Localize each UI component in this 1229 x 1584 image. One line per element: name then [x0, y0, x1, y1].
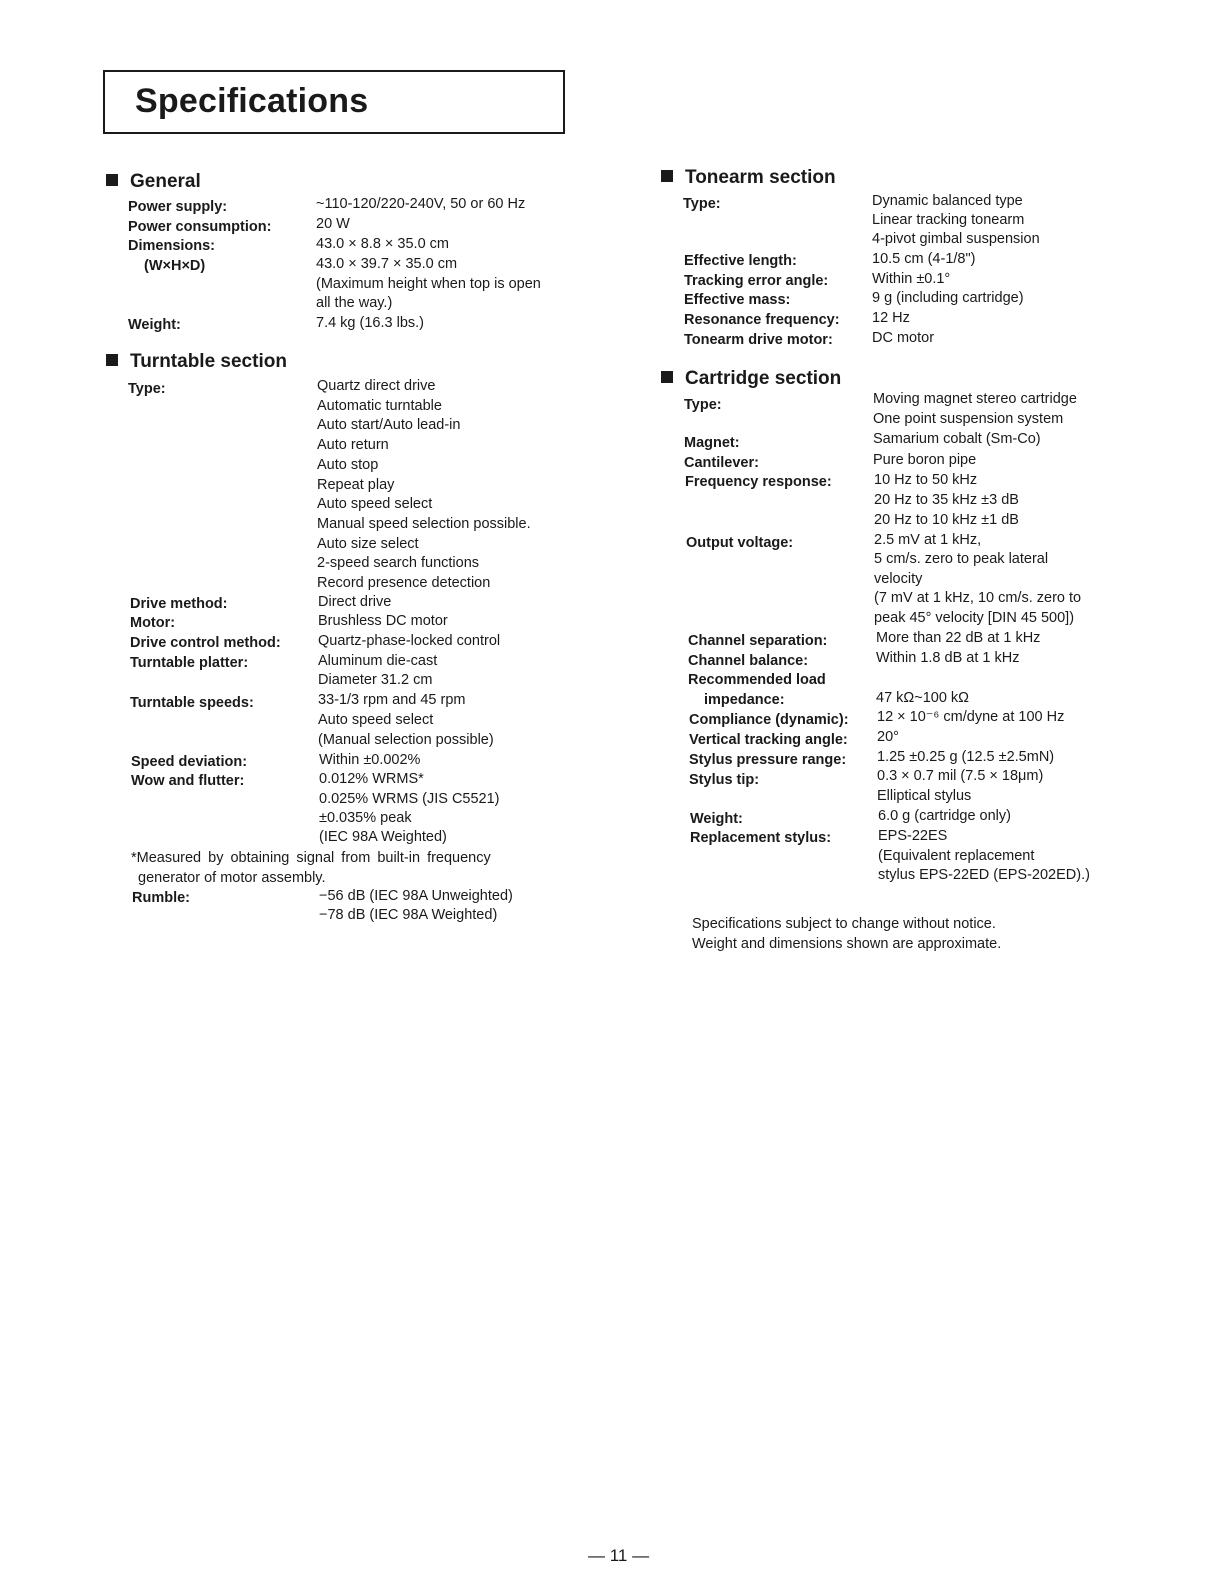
- section-general: General: [106, 171, 201, 193]
- value-stylus-pressure: 1.25 ±0.25 g (12.5 ±2.5mN): [877, 749, 1055, 765]
- label-power-consumption: Power consumption:: [128, 219, 272, 235]
- value-type-7: Auto speed select: [317, 496, 433, 512]
- label-channel-separation: Channel separation:: [688, 633, 828, 649]
- footnote-line-2: generator of motor assembly.: [138, 870, 326, 886]
- value-vertical-angle: 20°: [877, 729, 899, 745]
- section-turntable: Turntable section: [106, 351, 287, 373]
- label-power-supply: Power supply:: [128, 199, 228, 215]
- value-rumble-2: −78 dB (IEC 98A Weighted): [319, 907, 498, 923]
- label-tonearm-type: Type:: [683, 196, 721, 212]
- label-dimensions: Dimensions:: [128, 238, 216, 254]
- value-output-voltage-1: 2.5 mV at 1 kHz,: [874, 532, 982, 548]
- value-drive-motor: DC motor: [872, 330, 935, 346]
- value-tracking-error: Within ±0.1°: [872, 271, 951, 287]
- section-tonearm: Tonearm section: [661, 167, 836, 189]
- label-magnet: Magnet:: [684, 435, 740, 451]
- value-cartridge-weight: 6.0 g (cartridge only): [878, 808, 1011, 824]
- value-type-9: Auto size select: [317, 536, 419, 552]
- value-dimensions-1: 43.0 × 8.8 × 35.0 cm: [316, 236, 450, 252]
- value-power-supply: ~110-120/220-240V, 50 or 60 Hz: [316, 196, 526, 212]
- label-channel-balance: Channel balance:: [688, 653, 809, 669]
- label-tracking-error: Tracking error angle:: [684, 273, 829, 289]
- value-frequency-response-3: 20 Hz to 10 kHz ±1 dB: [874, 512, 1019, 528]
- value-stylus-tip-2: Elliptical stylus: [877, 788, 972, 804]
- page-number: — 11 —: [588, 1546, 650, 1565]
- label-effective-mass: Effective mass:: [684, 292, 791, 308]
- value-dimensions-3: (Maximum height when top is open: [316, 276, 541, 292]
- label-drive-method: Drive method:: [130, 596, 228, 612]
- value-frequency-response-2: 20 Hz to 35 kHz ±3 dB: [874, 492, 1019, 508]
- value-resonance: 12 Hz: [872, 310, 910, 326]
- value-speeds-2: Auto speed select: [318, 712, 434, 728]
- value-power-consumption: 20 W: [316, 216, 350, 232]
- label-cartridge-type: Type:: [684, 397, 722, 413]
- bullet-square-icon: [106, 174, 118, 186]
- value-type-4: Auto return: [317, 437, 389, 453]
- footnote-line-1: *Measured by obtaining signal from built-in frequency: [131, 850, 491, 866]
- value-compliance: 12 × 10⁻⁶ cm/dyne at 100 Hz: [877, 709, 1065, 725]
- label-vertical-angle: Vertical tracking angle:: [689, 732, 848, 748]
- value-drive-method: Direct drive: [318, 594, 392, 610]
- value-channel-balance: Within 1.8 dB at 1 kHz: [876, 650, 1020, 666]
- label-effective-length: Effective length:: [684, 253, 797, 269]
- label-load-impedance: Recommended load: [688, 672, 826, 688]
- value-rumble-1: −56 dB (IEC 98A Unweighted): [319, 888, 513, 904]
- value-magnet: Samarium cobalt (Sm-Co): [873, 431, 1041, 447]
- value-effective-mass: 9 g (including cartridge): [872, 290, 1024, 306]
- notice-line-1: Specifications subject to change without notice.: [692, 916, 996, 932]
- value-effective-length: 10.5 cm (4-1/8"): [872, 251, 976, 267]
- value-type-6: Repeat play: [317, 477, 395, 493]
- notice-line-2: Weight and dimensions shown are approximate.: [692, 936, 1002, 952]
- value-output-voltage-2: 5 cm/s. zero to peak lateral: [874, 551, 1049, 567]
- value-type-10: 2-speed search functions: [317, 555, 480, 571]
- value-type-11: Record presence detection: [317, 575, 491, 591]
- label-resonance: Resonance frequency:: [684, 312, 840, 328]
- label-platter: Turntable platter:: [130, 655, 249, 671]
- value-output-voltage-5: peak 45° velocity [DIN 45 500]): [874, 610, 1075, 626]
- value-stylus-tip-1: 0.3 × 0.7 mil (7.5 × 18μm): [877, 768, 1044, 784]
- value-output-voltage-4: (7 mV at 1 kHz, 10 cm/s. zero to: [874, 590, 1082, 606]
- value-wow-flutter-2: 0.025% WRMS (JIS C5521): [319, 791, 500, 807]
- value-type-3: Auto start/Auto lead-in: [317, 417, 461, 433]
- label-motor: Motor:: [130, 615, 176, 631]
- value-type-5: Auto stop: [317, 457, 379, 473]
- label-type: Type:: [128, 381, 166, 397]
- label-wow-flutter: Wow and flutter:: [131, 773, 245, 789]
- value-replacement-3: stylus EPS-22ED (EPS-202ED).): [878, 867, 1090, 883]
- bullet-square-icon: [661, 371, 673, 383]
- label-replacement: Replacement stylus:: [690, 830, 832, 846]
- value-speeds-1: 33-1/3 rpm and 45 rpm: [318, 692, 466, 708]
- value-wow-flutter-4: (IEC 98A Weighted): [319, 829, 447, 845]
- value-load-impedance: 47 kΩ~100 kΩ: [876, 690, 970, 706]
- value-wow-flutter-1: 0.012% WRMS*: [319, 771, 424, 787]
- value-dimensions-4: all the way.): [316, 295, 393, 311]
- page-title: Specifications: [135, 82, 369, 120]
- label-frequency-response: Frequency response:: [685, 474, 832, 490]
- label-dimensions-whd: (W×H×D): [144, 258, 206, 274]
- value-platter-1: Aluminum die-cast: [318, 653, 438, 669]
- value-type-8: Manual speed selection possible.: [317, 516, 531, 532]
- value-cartridge-type-2: One point suspension system: [873, 411, 1064, 427]
- label-output-voltage: Output voltage:: [686, 535, 794, 551]
- value-channel-separation: More than 22 dB at 1 kHz: [876, 630, 1041, 646]
- label-speed-deviation: Speed deviation:: [131, 754, 248, 770]
- label-drive-motor: Tonearm drive motor:: [684, 332, 833, 348]
- value-replacement-1: EPS-22ES: [878, 828, 948, 844]
- value-speeds-3: (Manual selection possible): [318, 732, 494, 748]
- bullet-square-icon: [106, 354, 118, 366]
- value-dimensions-2: 43.0 × 39.7 × 35.0 cm: [316, 256, 458, 272]
- value-replacement-2: (Equivalent replacement: [878, 848, 1035, 864]
- value-output-voltage-3: velocity: [874, 571, 923, 587]
- section-cartridge: Cartridge section: [661, 368, 841, 390]
- value-drive-control: Quartz-phase-locked control: [318, 633, 501, 649]
- value-tonearm-type-2: Linear tracking tonearm: [872, 212, 1025, 228]
- value-frequency-response-1: 10 Hz to 50 kHz: [874, 472, 978, 488]
- label-rumble: Rumble:: [132, 890, 190, 906]
- label-load-impedance-2: impedance:: [704, 692, 785, 708]
- value-tonearm-type-1: Dynamic balanced type: [872, 193, 1023, 209]
- value-tonearm-type-3: 4-pivot gimbal suspension: [872, 231, 1040, 247]
- value-type-1: Quartz direct drive: [317, 378, 436, 394]
- value-cantilever: Pure boron pipe: [873, 452, 977, 468]
- label-weight: Weight:: [128, 317, 181, 333]
- value-wow-flutter-3: ±0.035% peak: [319, 810, 412, 826]
- label-speeds: Turntable speeds:: [130, 695, 254, 711]
- value-type-2: Automatic turntable: [317, 398, 442, 414]
- value-cartridge-type-1: Moving magnet stereo cartridge: [873, 391, 1077, 407]
- title-box: [103, 70, 565, 134]
- value-weight: 7.4 kg (16.3 lbs.): [316, 315, 424, 331]
- label-cartridge-weight: Weight:: [690, 811, 743, 827]
- label-cantilever: Cantilever:: [684, 455, 759, 471]
- label-stylus-pressure: Stylus pressure range:: [689, 752, 847, 768]
- label-drive-control: Drive control method:: [130, 635, 281, 651]
- value-platter-2: Diameter 31.2 cm: [318, 672, 433, 688]
- value-motor: Brushless DC motor: [318, 613, 448, 629]
- label-compliance: Compliance (dynamic):: [689, 712, 849, 728]
- label-stylus-tip: Stylus tip:: [689, 772, 760, 788]
- bullet-square-icon: [661, 170, 673, 182]
- value-speed-deviation: Within ±0.002%: [319, 752, 421, 768]
